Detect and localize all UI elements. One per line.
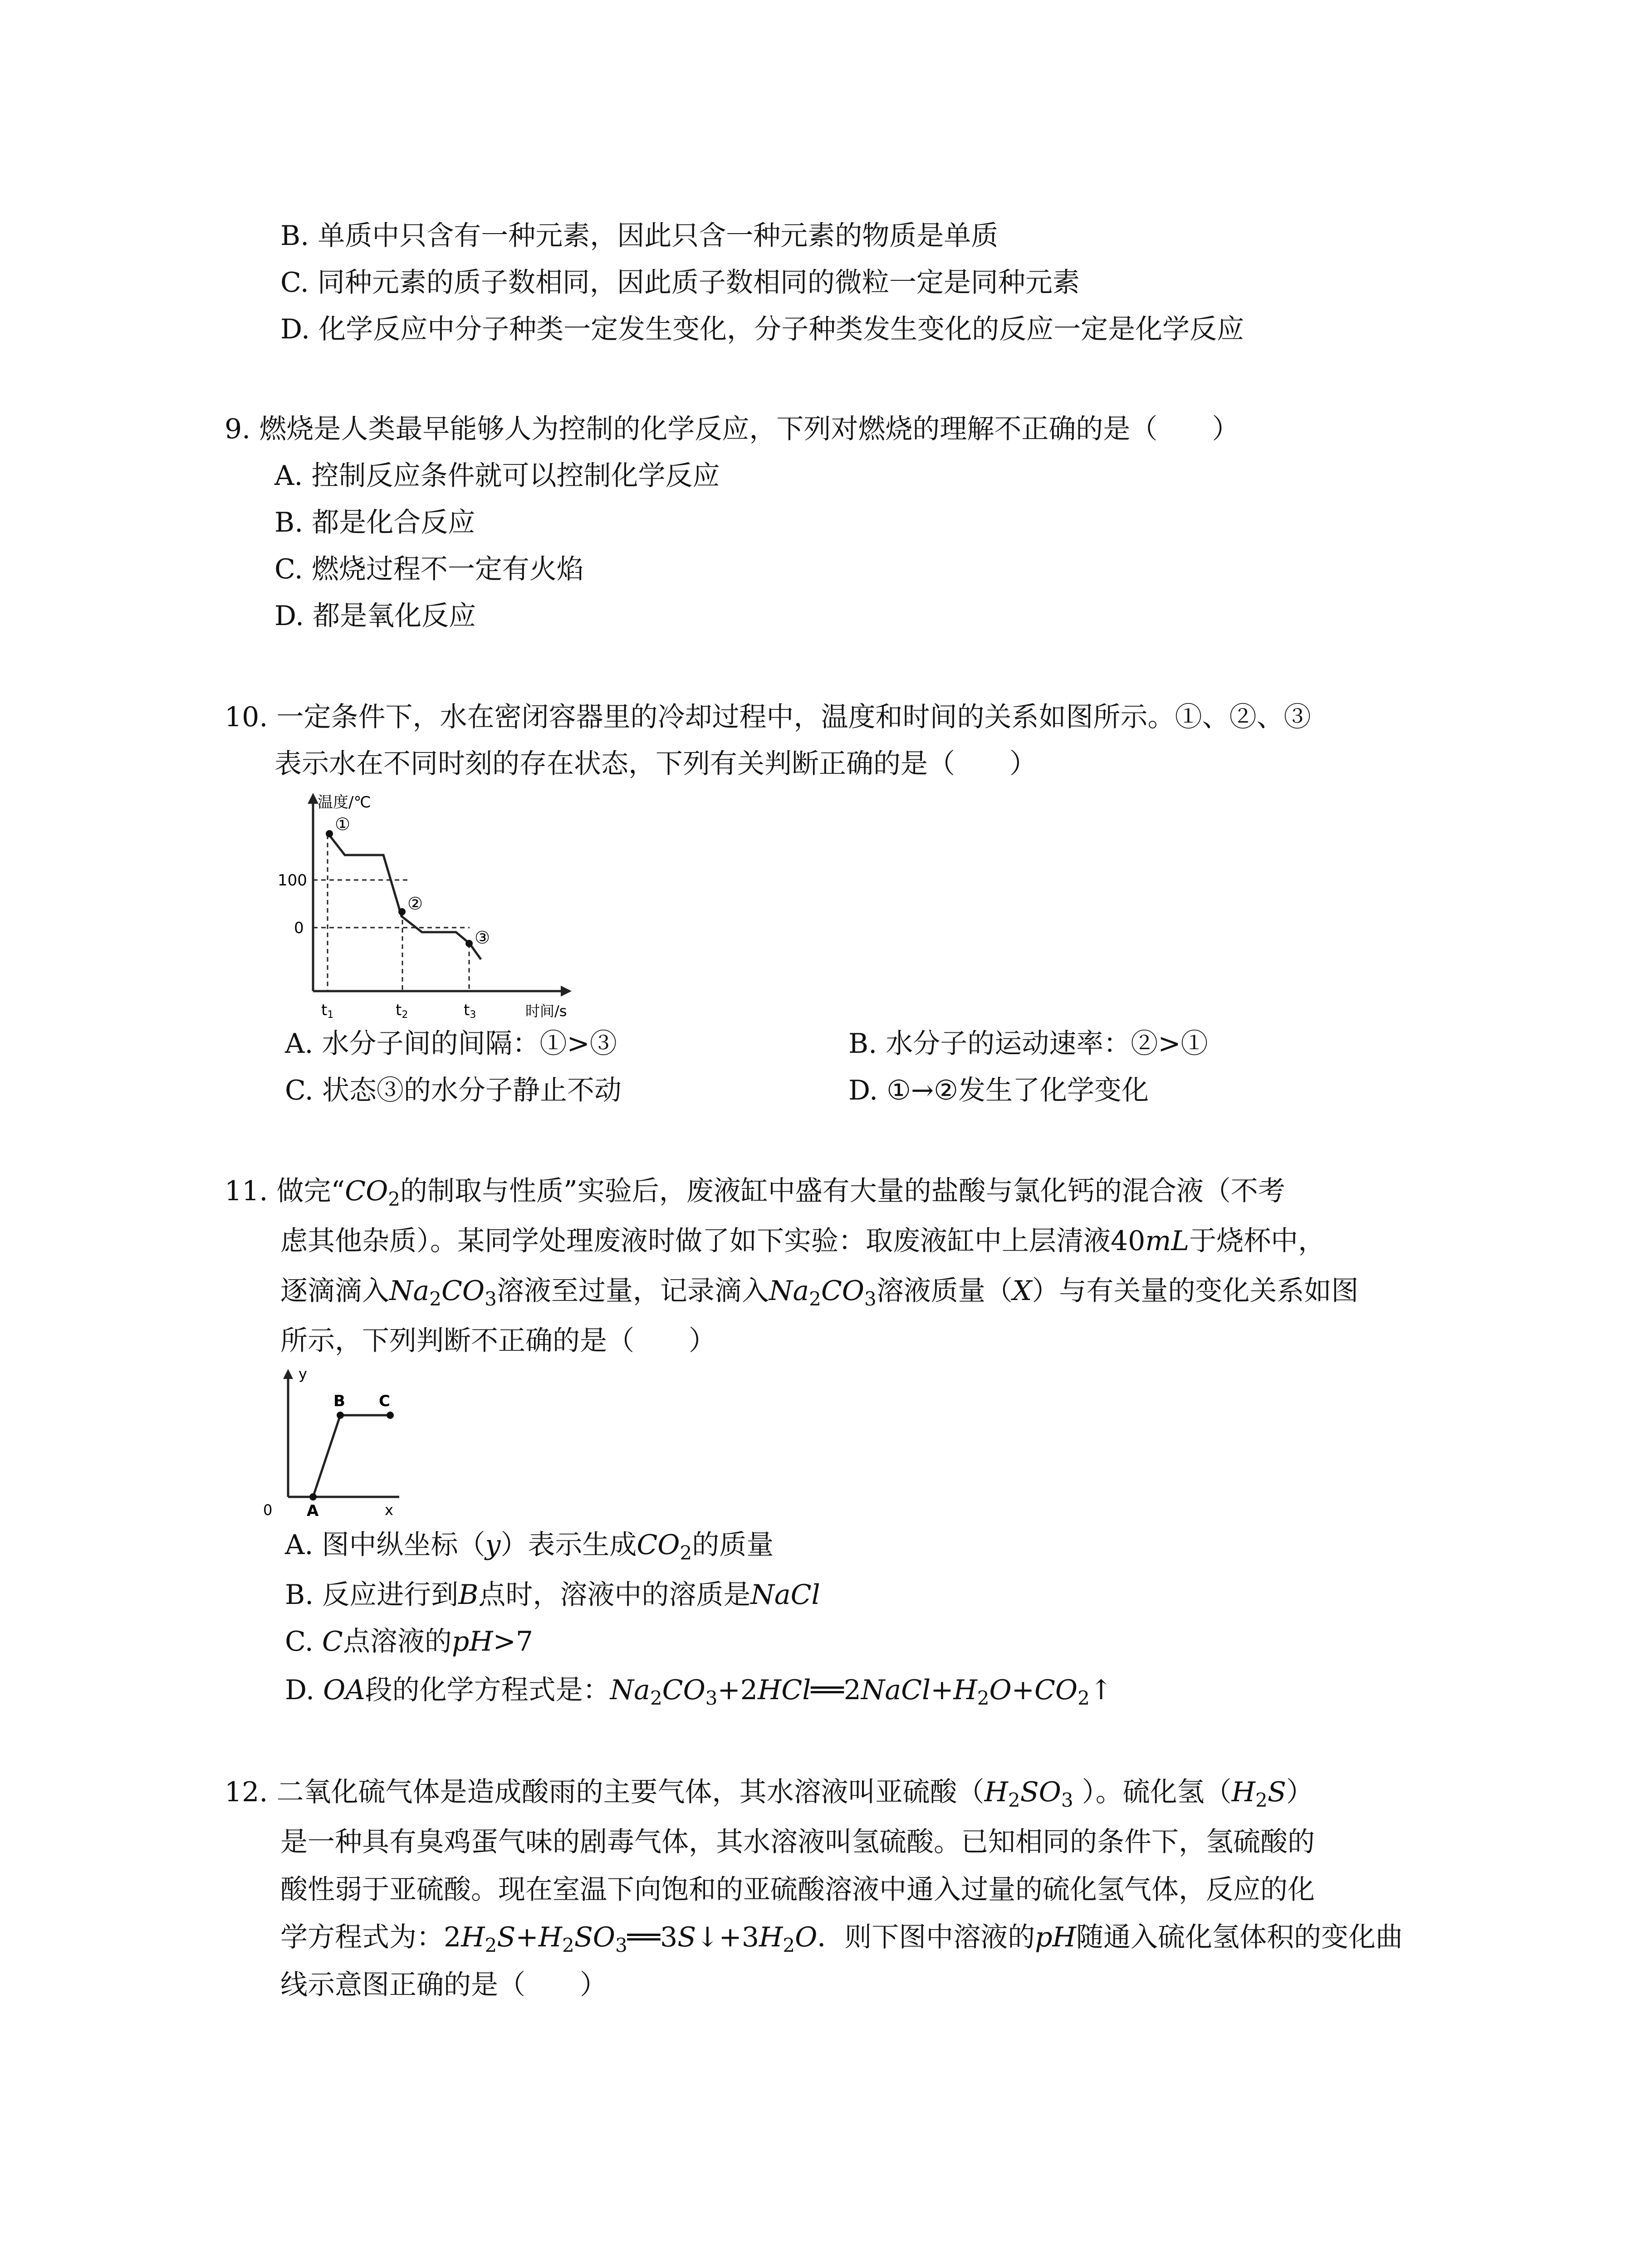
q12-stem-line5: 线示意图正确的是（ ） <box>280 1969 607 2001</box>
q11-label-b: B <box>333 1392 345 1410</box>
q10-option-d: D. ①→②发生了化学变化 <box>848 1075 1149 1106</box>
q11-option-b: B. 反应进行到B点时，溶液中的溶质是NaCl <box>285 1579 820 1611</box>
q10-option-b: B. 水分子的运动速率：②>① <box>848 1028 1208 1060</box>
q10-marker-3: ③ <box>475 928 490 948</box>
q10-x-axis-label: 时间/s <box>525 1002 567 1020</box>
q11-origin-label: 0 <box>263 1501 273 1517</box>
q11-option-c: C. C点溶液的pH>7 <box>285 1626 534 1657</box>
q10-stem-line1: 10. 一定条件下，水在密闭容器里的冷却过程中，温度和时间的关系如图所示。①、②、③ <box>225 701 1311 733</box>
q12-stem-line3: 酸性弱于亚硫酸。现在室温下向饱和的亚硫酸溶液中通入过量的硫化氢气体，反应的化 <box>280 1874 1315 1906</box>
q10-point-3 <box>465 940 473 947</box>
q10-tick-t1: t1 <box>321 1001 334 1021</box>
q10-y-axis-label: 温度/℃ <box>318 793 371 811</box>
q10-x-axis-arrow <box>561 986 572 997</box>
q10-y-axis-arrow <box>308 793 318 804</box>
q11-stem-line4: 所示，下列判断不正确的是（ ） <box>280 1325 716 1357</box>
q11-stem-line1: 11. 做完“$CO_2$的制取与性质”实验后，废液缸中盛有大量的盐酸与氯化钙的混合液（不考 <box>225 1175 1285 1210</box>
q9-option-a: A. 控制反应条件就可以控制化学反应 <box>274 460 720 492</box>
q8-option-c: C. 同种元素的质子数相同，因此质子数相同的微粒一定是同种元素 <box>280 267 1080 298</box>
q10-point-2 <box>398 908 406 915</box>
q10-marker-1: ① <box>335 814 351 834</box>
q9-option-b: B. 都是化合反应 <box>274 507 475 538</box>
q10-cooling-curve <box>329 835 481 959</box>
q10-stem-line2: 表示水在不同时刻的存在状态，下列有关判断正确的是（ ） <box>274 748 1037 780</box>
q11-curve <box>313 1415 390 1497</box>
q12-stem-line4: 学方程式为：$2H_2S+H_2SO_3══3S↓+3H_2O$．则下图中溶液的pH随通入硫化氢体积的变化曲 <box>280 1921 1403 1956</box>
q11-point-c <box>387 1412 394 1419</box>
q10-tick-t3: t3 <box>464 1001 476 1021</box>
q11-x-label: x <box>385 1501 393 1517</box>
q10-cooling-curve-graph <box>263 789 590 1025</box>
q11-y-label: y <box>299 1365 307 1383</box>
q12-stem-line1: 12. 二氧化硫气体是造成酸雨的主要气体，其水溶液叫亚硫酸（$H_2SO_3$ ）。硫化氢$(H_2S)$ <box>225 1776 1313 1811</box>
q11-graph <box>263 1361 426 1517</box>
q8-option-b: B. 单质中只含有一种元素，因此只含一种元素的物质是单质 <box>280 220 999 252</box>
q11-y-axis-arrow <box>283 1369 293 1379</box>
q12-stem-line2: 是一种具有臭鸡蛋气味的剧毒气体，其水溶液叫氢硫酸。已知相同的条件下，氢硫酸的 <box>280 1826 1315 1858</box>
q9-option-d: D. 都是氧化反应 <box>274 600 476 632</box>
q10-tick-t2: t2 <box>396 1001 408 1021</box>
q10-tick-100: 100 <box>278 871 307 890</box>
q10-tick-0: 0 <box>294 919 304 937</box>
q11-stem-line2: 虑其他杂质）。某同学处理废液时做了如下实验：取废液缸中上层清液40mL于烧杯中， <box>280 1225 1326 1257</box>
q10-option-c: C. 状态③的水分子静止不动 <box>285 1075 622 1106</box>
q10-point-1 <box>326 830 333 837</box>
q9-stem: 9. 燃烧是人类最早能够人为控制的化学反应，下列对燃烧的理解不正确的是（ ） <box>225 413 1239 445</box>
q8-option-d: D. 化学反应中分子种类一定发生变化，分子种类发生变化的反应一定是化学反应 <box>280 313 1244 345</box>
q11-stem-line3: 逐滴滴入$Na_2CO_3$溶液至过量，记录滴入$Na_2CO_3$溶液质量（X）与有关量的变化关系如图 <box>280 1275 1359 1310</box>
q9-option-c: C. 燃烧过程不一定有火焰 <box>274 553 584 585</box>
q11-label-c: C <box>379 1392 390 1410</box>
q10-marker-2: ② <box>407 894 423 914</box>
q11-point-b <box>337 1412 344 1419</box>
q10-option-a: A. 水分子间的间隔：①>③ <box>285 1028 617 1060</box>
q11-option-d: D. OA段的化学方程式是：$Na_2CO_3+2HCl══2NaCl+H_2O+CO_2↑$ <box>285 1674 1113 1709</box>
q11-point-a <box>309 1493 317 1501</box>
q11-label-a: A <box>307 1502 319 1517</box>
q11-option-a: A. 图中纵坐标（y）表示生成$CO_2$的质量 <box>285 1529 774 1564</box>
